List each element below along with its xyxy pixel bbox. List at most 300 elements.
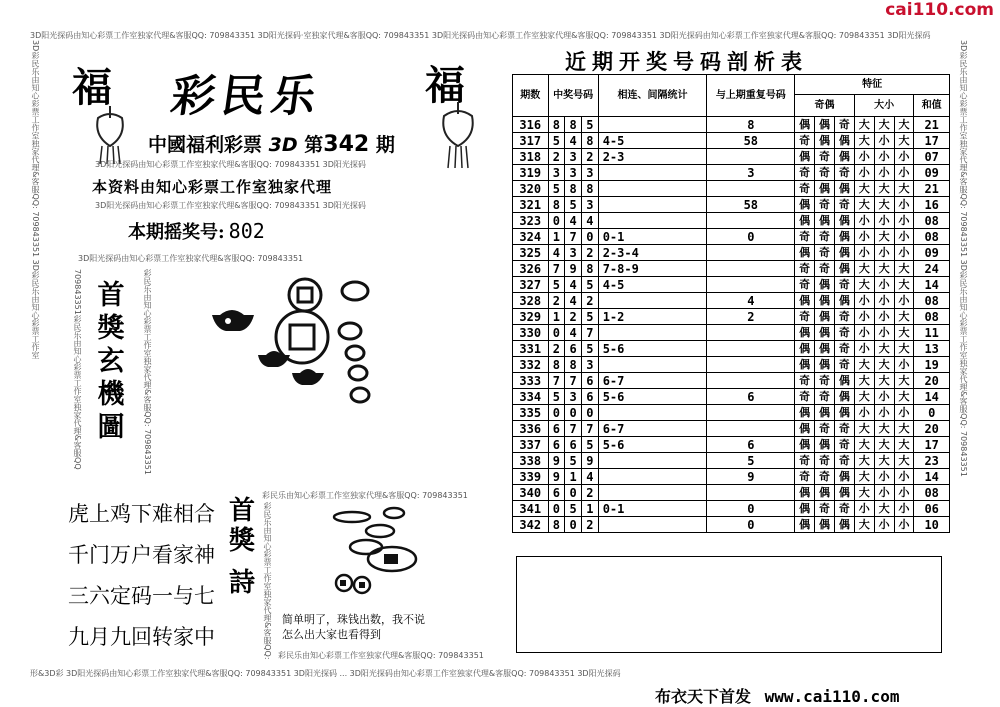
cell-digit: 4 <box>565 133 582 149</box>
cell-bigsmall: 大 <box>874 197 894 213</box>
notes-box <box>516 556 942 653</box>
cell-issue: 319 <box>513 165 549 181</box>
cell-bigsmall: 小 <box>874 293 894 309</box>
cell-oddeven: 奇 <box>834 277 854 293</box>
poem-title-char: 詩 <box>228 568 255 598</box>
poem-note <box>282 612 425 642</box>
cell-sum: 14 <box>914 277 950 293</box>
cell-sum: 06 <box>914 501 950 517</box>
analysis-table <box>512 74 950 533</box>
cell-oddeven: 奇 <box>815 261 835 277</box>
cell-digit: 3 <box>565 245 582 261</box>
riddle-title-char: 首 <box>97 280 125 311</box>
cell-adjacent <box>598 213 707 229</box>
cell-digit: 8 <box>548 197 565 213</box>
cell-digit: 2 <box>548 341 565 357</box>
cell-issue: 320 <box>513 181 549 197</box>
cell-sum: 23 <box>914 453 950 469</box>
cell-bigsmall: 小 <box>894 213 914 229</box>
cell-bigsmall: 大 <box>854 133 874 149</box>
cell-oddeven: 偶 <box>815 213 835 229</box>
lantern-left-icon <box>80 106 140 166</box>
cell-bigsmall: 大 <box>854 421 874 437</box>
cell-oddeven: 奇 <box>834 309 854 325</box>
cell-bigsmall: 大 <box>894 325 914 341</box>
cell-bigsmall: 大 <box>874 453 894 469</box>
cell-bigsmall: 大 <box>854 181 874 197</box>
cell-issue: 321 <box>513 197 549 213</box>
cell-digit: 5 <box>548 389 565 405</box>
cell-digit: 8 <box>581 133 598 149</box>
cell-bigsmall: 小 <box>894 357 914 373</box>
cell-oddeven: 偶 <box>795 213 815 229</box>
table-row <box>513 165 950 181</box>
cell-digit: 0 <box>581 405 598 421</box>
cell-issue: 326 <box>513 261 549 277</box>
cell-issue: 329 <box>513 309 549 325</box>
cell-repeat <box>707 357 795 373</box>
poem-bottom-watermark: 彩民乐由知心彩票工作室独家代理&客服QQ: 709843351 <box>278 651 484 660</box>
cell-issue: 328 <box>513 293 549 309</box>
cell-digit: 0 <box>548 501 565 517</box>
cell-oddeven: 偶 <box>795 485 815 501</box>
riddle-title-char: 機 <box>97 379 125 410</box>
cell-adjacent <box>598 181 707 197</box>
cell-oddeven: 偶 <box>795 501 815 517</box>
fu-right-character: 福 <box>425 62 465 109</box>
cell-oddeven: 偶 <box>795 405 815 421</box>
cell-oddeven: 偶 <box>815 309 835 325</box>
cell-digit: 5 <box>581 309 598 325</box>
cell-digit: 9 <box>581 453 598 469</box>
cell-repeat: 8 <box>707 117 795 133</box>
riddle-panel <box>70 254 475 475</box>
cell-digit: 3 <box>581 197 598 213</box>
cell-oddeven: 偶 <box>834 469 854 485</box>
cell-oddeven: 偶 <box>834 213 854 229</box>
poem-note-line: 怎么出大家也看得到 <box>282 628 381 641</box>
cell-digit: 2 <box>581 245 598 261</box>
left-watermark-strip: 3D彩民乐由知心彩票工作室独家代理&客服QQ: 709843351 3D彩民乐由知心彩票工作室 <box>31 40 40 359</box>
header-winning: 中奖号码 <box>548 75 598 117</box>
cell-bigsmall: 大 <box>894 133 914 149</box>
cell-bigsmall: 大 <box>854 469 874 485</box>
riddle-right-watermark: 彩民乐由知心彩票工作室独家代理&客服QQ: 709843351 <box>143 269 152 475</box>
cell-digit: 5 <box>565 501 582 517</box>
table-row <box>513 181 950 197</box>
cell-bigsmall: 大 <box>894 277 914 293</box>
cell-digit: 3 <box>548 165 565 181</box>
cell-oddeven: 偶 <box>795 325 815 341</box>
cell-adjacent <box>598 357 707 373</box>
cell-sum: 19 <box>914 357 950 373</box>
cell-repeat: 2 <box>707 309 795 325</box>
riddle-title <box>94 279 128 444</box>
cell-bigsmall: 小 <box>894 517 914 533</box>
cell-bigsmall: 小 <box>874 165 894 181</box>
cell-oddeven: 偶 <box>815 133 835 149</box>
cell-oddeven: 奇 <box>795 453 815 469</box>
cell-digit: 0 <box>548 405 565 421</box>
table-row <box>513 245 950 261</box>
cell-bigsmall: 小 <box>874 309 894 325</box>
cell-adjacent: 2-3-4 <box>598 245 707 261</box>
fu-left-character: 福 <box>72 64 112 111</box>
cell-oddeven: 偶 <box>815 485 835 501</box>
draw-number-line <box>128 218 265 244</box>
cell-oddeven: 偶 <box>834 373 854 389</box>
cell-repeat: 6 <box>707 437 795 453</box>
cell-issue: 335 <box>513 405 549 421</box>
table-row <box>513 485 950 501</box>
cell-oddeven: 偶 <box>834 149 854 165</box>
cell-repeat <box>707 373 795 389</box>
riddle-title-char: 圖 <box>97 412 125 443</box>
cell-oddeven: 偶 <box>795 421 815 437</box>
cell-bigsmall: 小 <box>894 165 914 181</box>
cell-oddeven: 偶 <box>815 437 835 453</box>
table-row <box>513 405 950 421</box>
cell-digit: 0 <box>565 405 582 421</box>
cell-repeat <box>707 181 795 197</box>
cell-sum: 20 <box>914 373 950 389</box>
cell-digit: 8 <box>565 117 582 133</box>
cell-adjacent <box>598 517 707 533</box>
poem-coins-illustration-icon <box>310 505 430 600</box>
cell-digit: 4 <box>565 277 582 293</box>
issue-line <box>148 130 395 157</box>
cell-digit: 7 <box>548 261 565 277</box>
header-oddeven: 奇偶 <box>795 95 855 117</box>
cell-bigsmall: 小 <box>854 405 874 421</box>
cell-digit: 8 <box>548 357 565 373</box>
poem-line: 三六定码一与七 <box>68 584 215 608</box>
cell-oddeven: 奇 <box>795 373 815 389</box>
header-watermark-1: 3D阳光探码由知心彩票工作室独家代理&客服QQ: 709843351 3D阳光探码 <box>95 160 366 169</box>
cell-issue: 317 <box>513 133 549 149</box>
cell-bigsmall: 大 <box>854 261 874 277</box>
cell-adjacent: 6-7 <box>598 421 707 437</box>
cell-adjacent: 4-5 <box>598 133 707 149</box>
cell-oddeven: 偶 <box>834 245 854 261</box>
cell-bigsmall: 大 <box>894 181 914 197</box>
header-watermark-2: 3D阳光探码由知心彩票工作室独家代理&客服QQ: 709843351 3D阳光探码 <box>95 201 366 210</box>
cell-digit: 2 <box>581 485 598 501</box>
table-row <box>513 325 950 341</box>
cell-bigsmall: 小 <box>874 485 894 501</box>
cell-adjacent <box>598 469 707 485</box>
cell-oddeven: 偶 <box>795 341 815 357</box>
cell-repeat <box>707 341 795 357</box>
site-logo-text[interactable]: cai110.com <box>885 0 994 20</box>
cell-oddeven: 偶 <box>795 293 815 309</box>
cell-oddeven: 偶 <box>815 181 835 197</box>
cell-repeat: 58 <box>707 197 795 213</box>
cell-digit: 2 <box>581 149 598 165</box>
cell-oddeven: 奇 <box>795 165 815 181</box>
cell-sum: 08 <box>914 293 950 309</box>
cell-bigsmall: 小 <box>854 501 874 517</box>
cell-digit: 9 <box>548 469 565 485</box>
cell-oddeven: 奇 <box>815 469 835 485</box>
cell-digit: 4 <box>565 325 582 341</box>
poem-title-char: 獎 <box>228 526 255 556</box>
cell-sum: 07 <box>914 149 950 165</box>
cell-repeat <box>707 485 795 501</box>
cell-issue: 325 <box>513 245 549 261</box>
cell-bigsmall: 大 <box>874 341 894 357</box>
cell-bigsmall: 大 <box>894 373 914 389</box>
cell-bigsmall: 大 <box>874 181 894 197</box>
header-repeat: 与上期重复号码 <box>707 75 795 117</box>
coins-illustration-icon <box>210 275 380 415</box>
cell-digit: 7 <box>581 325 598 341</box>
cell-digit: 0 <box>565 517 582 533</box>
cell-bigsmall: 大 <box>894 341 914 357</box>
cell-digit: 5 <box>581 341 598 357</box>
cell-digit: 8 <box>565 181 582 197</box>
agent-line: 本资料由知心彩票工作室独家代理 <box>92 178 333 196</box>
poem-note-line: 简单明了，珠钱出数，我不说 <box>282 613 425 626</box>
cell-digit: 5 <box>581 437 598 453</box>
cell-oddeven: 奇 <box>795 261 815 277</box>
cell-digit: 8 <box>548 117 565 133</box>
cell-digit: 3 <box>565 149 582 165</box>
cell-oddeven: 偶 <box>815 277 835 293</box>
cell-repeat <box>707 213 795 229</box>
cell-bigsmall: 大 <box>894 117 914 133</box>
cell-digit: 5 <box>548 181 565 197</box>
cell-sum: 09 <box>914 245 950 261</box>
cell-oddeven: 奇 <box>815 453 835 469</box>
cell-digit: 2 <box>581 517 598 533</box>
cell-repeat <box>707 261 795 277</box>
cell-sum: 17 <box>914 437 950 453</box>
cell-issue: 341 <box>513 501 549 517</box>
cell-bigsmall: 小 <box>874 149 894 165</box>
cell-bigsmall: 大 <box>874 437 894 453</box>
cell-adjacent <box>598 117 707 133</box>
cell-digit: 6 <box>581 389 598 405</box>
cell-digit: 3 <box>565 165 582 181</box>
cell-digit: 7 <box>565 373 582 389</box>
cell-digit: 0 <box>548 325 565 341</box>
cell-bigsmall: 小 <box>854 245 874 261</box>
table-row <box>513 149 950 165</box>
cell-issue: 316 <box>513 117 549 133</box>
cell-repeat <box>707 245 795 261</box>
cell-adjacent <box>598 453 707 469</box>
cell-digit: 5 <box>581 117 598 133</box>
cell-digit: 5 <box>565 453 582 469</box>
cell-digit: 1 <box>581 501 598 517</box>
cell-adjacent: 7-8-9 <box>598 261 707 277</box>
footer-url[interactable]: www.cai110.com <box>764 687 900 706</box>
cell-oddeven: 偶 <box>795 117 815 133</box>
cell-digit: 5 <box>565 197 582 213</box>
cell-digit: 8 <box>581 181 598 197</box>
cell-oddeven: 偶 <box>834 517 854 533</box>
cell-oddeven: 奇 <box>815 149 835 165</box>
header-block <box>40 42 480 252</box>
cell-issue: 340 <box>513 485 549 501</box>
cell-adjacent: 2-3 <box>598 149 707 165</box>
cell-oddeven: 偶 <box>795 245 815 261</box>
cell-repeat <box>707 277 795 293</box>
cell-digit: 7 <box>565 421 582 437</box>
cell-digit: 8 <box>565 357 582 373</box>
cell-oddeven: 奇 <box>795 133 815 149</box>
cell-repeat: 4 <box>707 293 795 309</box>
cell-sum: 09 <box>914 165 950 181</box>
cell-adjacent: 5-6 <box>598 341 707 357</box>
cell-oddeven: 奇 <box>815 421 835 437</box>
cell-bigsmall: 小 <box>894 485 914 501</box>
riddle-left-watermark: 709843351彩民乐由知心彩票工作室独家代理&客服QQ <box>73 269 82 470</box>
cell-digit: 6 <box>565 437 582 453</box>
cell-oddeven: 奇 <box>834 197 854 213</box>
cell-bigsmall: 大 <box>874 501 894 517</box>
cell-bigsmall: 大 <box>874 261 894 277</box>
cell-oddeven: 偶 <box>834 133 854 149</box>
cell-bigsmall: 大 <box>894 389 914 405</box>
poem-line: 千门万户看家神 <box>68 543 215 567</box>
cell-bigsmall: 大 <box>874 421 894 437</box>
cell-bigsmall: 小 <box>894 197 914 213</box>
cell-bigsmall: 大 <box>874 373 894 389</box>
cell-oddeven: 偶 <box>815 117 835 133</box>
footer <box>655 684 899 707</box>
cell-oddeven: 偶 <box>815 293 835 309</box>
cell-digit: 4 <box>581 469 598 485</box>
cell-oddeven: 偶 <box>834 485 854 501</box>
cell-oddeven: 奇 <box>834 341 854 357</box>
cell-bigsmall: 大 <box>894 453 914 469</box>
cell-bigsmall: 小 <box>894 149 914 165</box>
cell-digit: 6 <box>581 373 598 389</box>
issue-number: 342 <box>323 132 370 157</box>
cell-digit: 5 <box>548 133 565 149</box>
cell-repeat: 58 <box>707 133 795 149</box>
cell-bigsmall: 大 <box>854 453 874 469</box>
cell-oddeven: 偶 <box>815 517 835 533</box>
cell-oddeven: 偶 <box>815 357 835 373</box>
cell-bigsmall: 小 <box>894 245 914 261</box>
table-row <box>513 421 950 437</box>
cell-issue: 327 <box>513 277 549 293</box>
cell-adjacent: 0-1 <box>598 229 707 245</box>
cell-oddeven: 偶 <box>834 261 854 277</box>
cell-digit: 5 <box>581 277 598 293</box>
cell-sum: 17 <box>914 133 950 149</box>
cell-oddeven: 奇 <box>834 453 854 469</box>
cell-oddeven: 奇 <box>815 373 835 389</box>
cell-bigsmall: 小 <box>854 229 874 245</box>
riddle-top-watermark: 3D阳光探码由知心彩票工作室独家代理&客服QQ: 709843351 <box>78 254 304 263</box>
cell-oddeven: 偶 <box>795 437 815 453</box>
cell-digit: 9 <box>548 453 565 469</box>
cell-oddeven: 偶 <box>795 357 815 373</box>
cell-adjacent: 5-6 <box>598 437 707 453</box>
table-row <box>513 197 950 213</box>
cell-bigsmall: 小 <box>894 405 914 421</box>
cell-sum: 24 <box>914 261 950 277</box>
cell-oddeven: 偶 <box>795 149 815 165</box>
table-row <box>513 293 950 309</box>
cell-bigsmall: 大 <box>854 277 874 293</box>
cell-bigsmall: 大 <box>894 437 914 453</box>
cell-digit: 5 <box>548 277 565 293</box>
cell-digit: 4 <box>565 213 582 229</box>
cell-sum: 14 <box>914 469 950 485</box>
header-sum: 和值 <box>914 95 950 117</box>
cell-oddeven: 奇 <box>815 229 835 245</box>
cell-bigsmall: 小 <box>854 293 874 309</box>
table-row <box>513 357 950 373</box>
cell-sum: 08 <box>914 309 950 325</box>
footer-slogan: 布衣天下首发 <box>655 687 752 706</box>
cell-adjacent <box>598 405 707 421</box>
cell-oddeven: 奇 <box>795 229 815 245</box>
cell-oddeven: 偶 <box>834 405 854 421</box>
cell-bigsmall: 小 <box>894 293 914 309</box>
table-title: 近期开奖号码剖析表 <box>565 49 808 74</box>
cell-issue: 337 <box>513 437 549 453</box>
cell-repeat: 3 <box>707 165 795 181</box>
cell-bigsmall: 大 <box>874 357 894 373</box>
table-row <box>513 309 950 325</box>
cell-bigsmall: 大 <box>894 261 914 277</box>
cell-bigsmall: 小 <box>874 517 894 533</box>
cell-digit: 6 <box>565 341 582 357</box>
cell-bigsmall: 大 <box>874 117 894 133</box>
cell-bigsmall: 大 <box>854 437 874 453</box>
cell-repeat <box>707 405 795 421</box>
cell-oddeven: 奇 <box>834 117 854 133</box>
cell-bigsmall: 小 <box>874 277 894 293</box>
cell-digit: 6 <box>548 421 565 437</box>
cell-adjacent <box>598 197 707 213</box>
cell-sum: 08 <box>914 485 950 501</box>
cell-digit: 7 <box>581 421 598 437</box>
cell-bigsmall: 大 <box>854 373 874 389</box>
cell-oddeven: 偶 <box>795 197 815 213</box>
cell-bigsmall: 小 <box>874 389 894 405</box>
cell-bigsmall: 大 <box>874 229 894 245</box>
cell-digit: 9 <box>565 261 582 277</box>
table-row <box>513 133 950 149</box>
header-adjacent: 相连、间隔统计 <box>598 75 707 117</box>
cell-bigsmall: 小 <box>874 469 894 485</box>
cell-oddeven: 奇 <box>815 165 835 181</box>
issue-3d: 3D <box>268 134 298 156</box>
cell-sum: 08 <box>914 229 950 245</box>
cell-oddeven: 偶 <box>795 517 815 533</box>
cell-digit: 6 <box>548 485 565 501</box>
cell-sum: 11 <box>914 325 950 341</box>
table-row <box>513 389 950 405</box>
table-row <box>513 469 950 485</box>
brand-title: 彩民乐 <box>167 71 325 122</box>
cell-oddeven: 奇 <box>795 181 815 197</box>
poem-left-watermark: 彩民乐由知心彩票工作室独家代理&客服QQ: <box>263 502 272 660</box>
cell-oddeven: 偶 <box>815 325 835 341</box>
cell-sum: 20 <box>914 421 950 437</box>
cell-bigsmall: 大 <box>854 485 874 501</box>
cell-issue: 338 <box>513 453 549 469</box>
cell-bigsmall: 大 <box>854 357 874 373</box>
cell-oddeven: 奇 <box>834 421 854 437</box>
